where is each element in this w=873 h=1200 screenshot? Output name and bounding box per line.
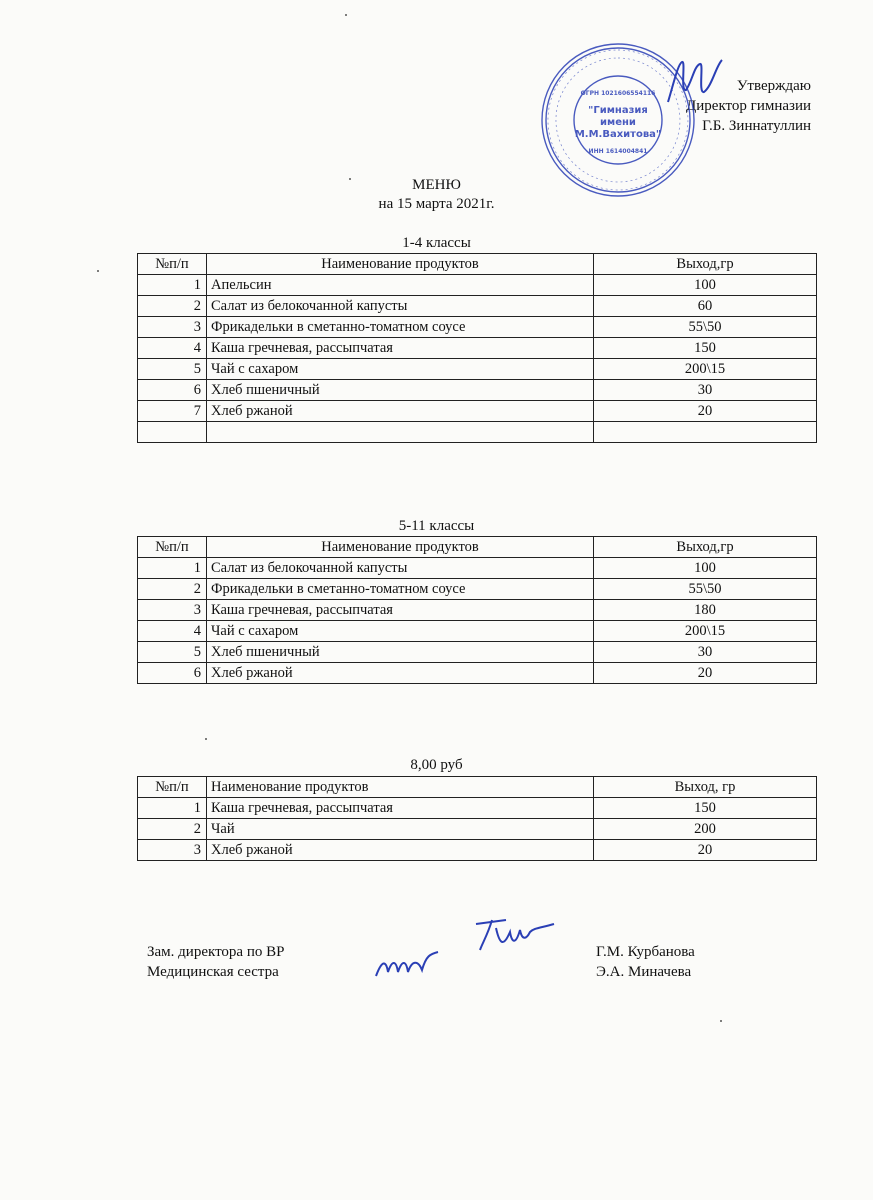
cell-yield: 150: [594, 338, 817, 359]
cell-yield: 200\15: [594, 359, 817, 380]
table-caption-price: 8,00 руб: [410, 757, 463, 773]
column-header-yield: Выход,гр: [594, 254, 817, 275]
stamp-name-line3: М.М.Вахитова": [574, 129, 662, 140]
cell-product-name: Каша гречневая, рассыпчатая: [207, 600, 594, 621]
cell-number: 5: [138, 359, 207, 380]
menu-table-grades-5-11: [137, 536, 817, 684]
table-row: [138, 642, 817, 663]
footer-name-nurse: Э.А. Миначева: [596, 964, 692, 980]
cell-product-name: Салат из белокочанной капусты: [207, 558, 594, 579]
cell-yield: 200\15: [594, 621, 817, 642]
footer-role-nurse: Медицинская сестра: [147, 964, 279, 980]
cell-product-name: Апельсин: [207, 275, 594, 296]
table-row: [138, 558, 817, 579]
table-row: [138, 296, 817, 317]
cell-product-name: [207, 422, 594, 443]
approval-line-name: Г.Б. Зиннатуллин: [702, 118, 811, 134]
cell-yield: 30: [594, 642, 817, 663]
table-row: [138, 579, 817, 600]
footer-role-deputy: Зам. директора по ВР: [147, 944, 285, 960]
cell-number: 7: [138, 401, 207, 422]
cell-yield: 200: [594, 819, 817, 840]
nurse-signature: [372, 946, 442, 986]
table-row: [138, 317, 817, 338]
cell-product-name: Каша гречневая, рассыпчатая: [207, 798, 594, 819]
deputy-signature: [470, 910, 560, 960]
table-header-row: [138, 537, 817, 558]
table-row: [138, 422, 817, 443]
cell-yield: 30: [594, 380, 817, 401]
cell-number: 3: [138, 840, 207, 861]
column-header-product: Наименование продуктов: [207, 777, 594, 798]
director-signature: [660, 52, 730, 112]
column-header-number: №п/п: [138, 777, 207, 798]
cell-yield: 150: [594, 798, 817, 819]
approval-line-position: Директор гимназии: [686, 98, 811, 114]
table-header-row: [138, 777, 817, 798]
cell-yield: 180: [594, 600, 817, 621]
cell-yield: 60: [594, 296, 817, 317]
cell-product-name: Хлеб ржаной: [207, 401, 594, 422]
table-row: [138, 663, 817, 684]
footer-names: [596, 942, 695, 982]
cell-yield: 20: [594, 401, 817, 422]
approval-line-approve: Утверждаю: [736, 78, 811, 94]
cell-yield: 100: [594, 558, 817, 579]
cell-number: 3: [138, 317, 207, 338]
stamp-ogrn: ОГРН 1021606554116: [580, 90, 656, 97]
cell-product-name: Чай с сахаром: [207, 359, 594, 380]
footer-roles: [147, 942, 284, 982]
cell-product-name: Хлеб пшеничный: [207, 380, 594, 401]
cell-product-name: Хлеб ржаной: [207, 840, 594, 861]
cell-product-name: Фрикадельки в сметанно-томатном соусе: [207, 579, 594, 600]
cell-number: 4: [138, 621, 207, 642]
page-title: МЕНЮ: [412, 177, 461, 193]
table-row: [138, 840, 817, 861]
table-row: [138, 798, 817, 819]
cell-number: 2: [138, 296, 207, 317]
cell-product-name: Хлеб пшеничный: [207, 642, 594, 663]
cell-yield: 100: [594, 275, 817, 296]
column-header-product: Наименование продуктов: [207, 537, 594, 558]
menu-table-grades-1-4: [137, 253, 817, 443]
stamp-name-line2: имени: [600, 117, 636, 128]
cell-yield: 20: [594, 840, 817, 861]
table-caption-1-4: 1-4 классы: [402, 235, 471, 251]
cell-yield: 20: [594, 663, 817, 684]
cell-number: 2: [138, 579, 207, 600]
cell-yield: 55\50: [594, 579, 817, 600]
cell-number: 1: [138, 558, 207, 579]
column-header-number: №п/п: [138, 254, 207, 275]
column-header-yield: Выход,гр: [594, 537, 817, 558]
column-header-yield: Выход, гр: [594, 777, 817, 798]
table-row: [138, 359, 817, 380]
footer-name-deputy: Г.М. Курбанова: [596, 944, 695, 960]
cell-number: 6: [138, 663, 207, 684]
stamp-inn: ИНН 1614004841: [588, 148, 648, 155]
cell-product-name: Салат из белокочанной капусты: [207, 296, 594, 317]
column-header-product: Наименование продуктов: [207, 254, 594, 275]
cell-yield: [594, 422, 817, 443]
table-row: [138, 819, 817, 840]
table-header-row: [138, 254, 817, 275]
cell-number: 4: [138, 338, 207, 359]
menu-table-price: [137, 776, 817, 861]
cell-product-name: Чай: [207, 819, 594, 840]
table-row: [138, 275, 817, 296]
cell-product-name: Чай с сахаром: [207, 621, 594, 642]
table-row: [138, 338, 817, 359]
cell-number: 2: [138, 819, 207, 840]
cell-number: [138, 422, 207, 443]
column-header-number: №п/п: [138, 537, 207, 558]
cell-number: 6: [138, 380, 207, 401]
cell-product-name: Каша гречневая, рассыпчатая: [207, 338, 594, 359]
table-row: [138, 401, 817, 422]
table-row: [138, 600, 817, 621]
cell-number: 5: [138, 642, 207, 663]
cell-number: 1: [138, 798, 207, 819]
table-caption-5-11: 5-11 классы: [398, 518, 475, 534]
cell-yield: 55\50: [594, 317, 817, 338]
cell-product-name: Фрикадельки в сметанно-томатном соусе: [207, 317, 594, 338]
table-row: [138, 621, 817, 642]
stamp-name-line1: "Гимназия: [588, 105, 648, 116]
cell-product-name: Хлеб ржаной: [207, 663, 594, 684]
cell-number: 1: [138, 275, 207, 296]
table-row: [138, 380, 817, 401]
document-heading: [0, 176, 873, 214]
menu-date: на 15 марта 2021г.: [378, 196, 495, 212]
cell-number: 3: [138, 600, 207, 621]
